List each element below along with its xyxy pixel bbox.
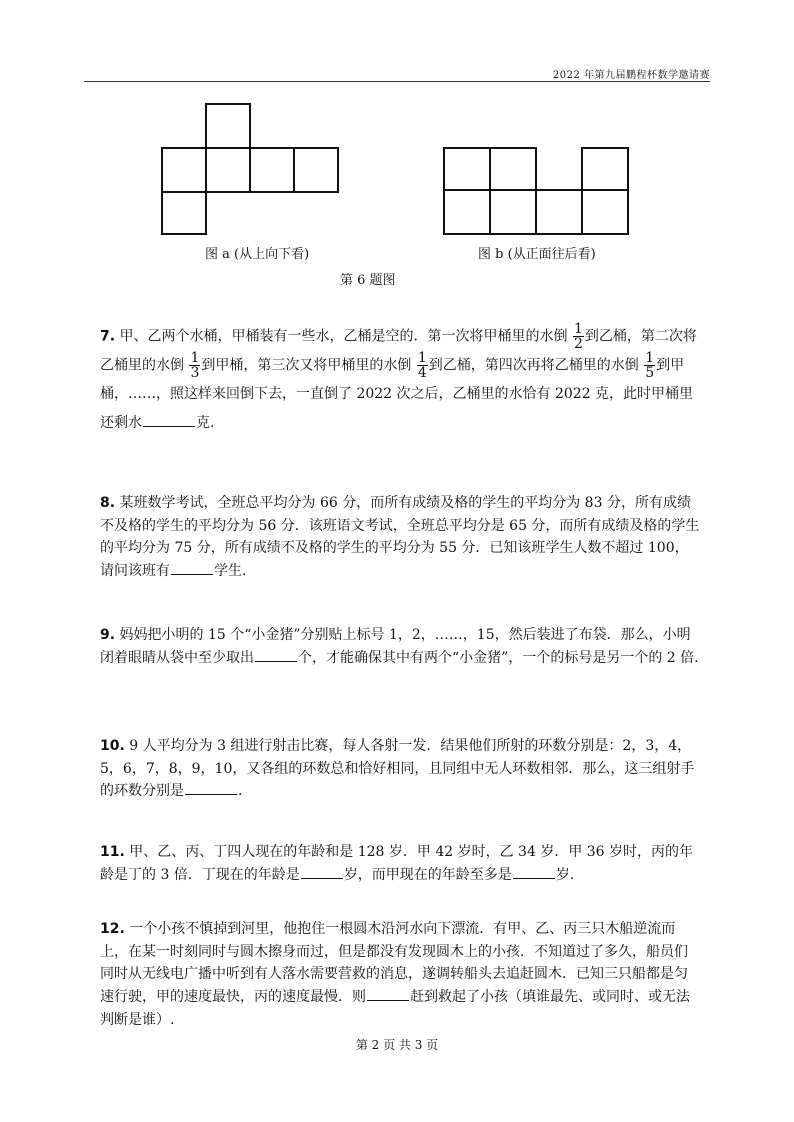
question-11 xyxy=(100,841,700,886)
fig-a-cell xyxy=(162,192,206,234)
header-divider xyxy=(84,81,710,82)
page-footer: 第 2 页 共 3 页 xyxy=(355,1038,439,1052)
question-12 xyxy=(100,918,700,1031)
question-7 xyxy=(100,322,700,438)
answer-blank[interactable] xyxy=(143,414,195,427)
figure-a-top-view xyxy=(160,102,344,236)
answer-blank[interactable] xyxy=(171,562,213,575)
fig-b-cell xyxy=(582,190,628,234)
question-text: 到甲桶，……，照这样来回倒下去，一直倒了 2022 次之后，乙桶里的水恰有 2022 克，此时甲桶里还剩水 xyxy=(100,357,694,432)
figure-b-caption: 图 b (从正面往后看) xyxy=(478,247,596,262)
fig-b-cell xyxy=(444,190,490,234)
question-9 xyxy=(100,624,700,669)
question-text: 到乙桶，第四次再将乙桶里的水倒 xyxy=(428,357,639,374)
question-number: 10. xyxy=(100,738,125,754)
question-text: 岁. xyxy=(555,866,575,883)
fig-a-cell xyxy=(294,148,338,192)
question-10 xyxy=(100,735,700,803)
answer-blank[interactable] xyxy=(513,866,555,879)
question-text: 个，才能确保其中有两个“小金猪”，一个的标号是另一个的 2 倍. xyxy=(298,649,699,666)
question-text: 一个小孩不慎掉到河里，他抱住一根圆木沿河水向下漂流．有甲、乙、丙三只木船逆流而上，在某一时刻同时与圆木擦身而过，但是都没有发现圆木上的小孩．不知道过了多久，船员们同时从无线电广播中听到有人落水需要营救的消息，遂调转船头去追赶圆木．已知三只船都是匀速行驶，甲的速度最快，丙的速度最慢．则 xyxy=(100,921,688,1006)
question-text: . xyxy=(238,783,243,800)
question-number: 11. xyxy=(100,844,125,860)
answer-blank[interactable] xyxy=(185,782,237,795)
answer-blank[interactable] xyxy=(367,988,409,1001)
question-number: 12. xyxy=(100,921,125,937)
fig-b-cell xyxy=(490,148,536,190)
question-text: 学生. xyxy=(214,563,247,580)
question-number: 7. xyxy=(100,328,116,345)
question-number: 9. xyxy=(100,627,116,643)
question-text: 9 人平均分为 3 组进行射击比赛，每人各射一发．结果他们所射的环数分别是：2，3，4，5，6，7，8，9，10，又各组的环数总和恰好相同，且同组中无人环数相邻．那么，这三组射手的环数分别是 xyxy=(100,738,695,800)
question-text: 克. xyxy=(196,415,215,432)
question-text: 到乙桶，第二次将乙桶里的水倒 xyxy=(100,328,697,374)
fig-a-cell xyxy=(250,148,294,192)
fig-b-cell xyxy=(582,148,628,190)
question-number: 8. xyxy=(100,495,116,511)
question-text: 甲、乙、丙、丁四人现在的年龄和是 128 岁．甲 42 岁时，乙 34 岁．甲 36 岁时，丙的年龄是丁的 3 倍．丁现在的年龄是 xyxy=(100,844,694,883)
question-text: 妈妈把小明的 15 个“小金猪”分别贴上标号 1，2，……，15，然后装进了布袋．那么，小明闭着眼睛从袋中至少取出 xyxy=(100,627,691,666)
fig-a-cell xyxy=(206,148,250,192)
figure-a-caption: 图 a (从上向下看) xyxy=(205,247,310,262)
fraction-one-fifth: $\frac{1}{5}$ xyxy=(645,350,655,382)
fig-a-cell xyxy=(162,148,206,192)
answer-blank[interactable] xyxy=(255,649,297,662)
question-text: 某班数学考试，全班总平均分为 66 分，而所有成绩及格的学生的平均分为 83 分，所有成绩不及格的学生的平均分为 56 分．该班语文考试，全班总平均分是 65 分，而所有成绩及格的学生的平均分为 75 分，所有成绩不及格的学生的平均分为 55 分．已知该班学生人数不超过 100，请问该班有 xyxy=(100,495,700,580)
answer-blank[interactable] xyxy=(301,866,343,879)
fraction-one-half: $\frac{1}{2}$ xyxy=(573,321,583,352)
figure-group-caption: 第 6 题图 xyxy=(340,273,396,288)
question-text: 赶到救起了小孩（填谁最先、或同时、或无法判断是谁）. xyxy=(100,989,690,1028)
fraction-one-quarter: $\frac{1}{4}$ xyxy=(417,350,427,382)
question-8 xyxy=(100,492,700,583)
fig-b-cell xyxy=(490,190,536,234)
fig-b-cell xyxy=(536,190,582,234)
fig-a-cell xyxy=(206,104,250,148)
fraction-one-third: $\frac{1}{3}$ xyxy=(190,350,200,382)
page-header: 2022 年第九届鹏程杯数学邀请赛 xyxy=(552,70,710,81)
fig-b-cell xyxy=(444,148,490,190)
question-text: 岁，而甲现在的年龄至多是 xyxy=(343,866,512,883)
question-text: 甲、乙两个水桶，甲桶装有一些水，乙桶是空的．第一次将甲桶里的水倒 xyxy=(119,328,568,345)
question-text: 到甲桶，第三次又将甲桶里的水倒 xyxy=(201,357,412,374)
figure-b-front-view xyxy=(442,146,634,236)
